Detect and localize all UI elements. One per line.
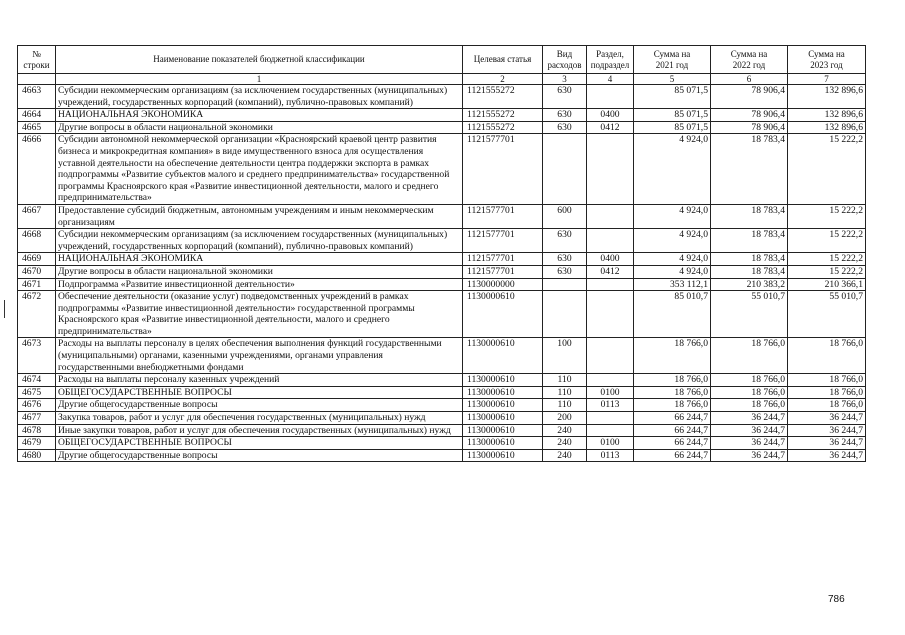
- table-row: [18, 399, 866, 412]
- row-number: 4673: [18, 338, 56, 374]
- row-sum-2022: 78 906,4: [711, 109, 788, 122]
- row-number: 4678: [18, 424, 56, 437]
- table-body: [18, 85, 866, 462]
- column-number: 4: [587, 74, 634, 85]
- row-razdel: [587, 424, 634, 437]
- row-razdel: 0113: [587, 399, 634, 412]
- row-target-code: 1121555272: [463, 109, 543, 122]
- row-sum-2021: 66 244,7: [634, 437, 711, 450]
- row-number: 4668: [18, 229, 56, 253]
- budget-table: [17, 45, 866, 462]
- row-sum-2021: 4 924,0: [634, 265, 711, 278]
- header-row-no: № строки: [18, 46, 56, 74]
- row-sum-2023: 15 222,2: [788, 204, 866, 228]
- row-vid: [543, 134, 587, 205]
- row-razdel: 0400: [587, 253, 634, 266]
- row-target-code: 1130000610: [463, 338, 543, 374]
- row-name: Другие вопросы в области национальной экономики: [56, 265, 463, 278]
- row-number: 4664: [18, 109, 56, 122]
- row-sum-2021: 85 071,5: [634, 85, 711, 109]
- row-sum-2023: 18 766,0: [788, 338, 866, 374]
- row-name: Обеспечение деятельности (оказание услуг) подведомственных учреждений в рамках подпрограммы «Развитие инвестиционной деятельности» государственной программы Красноярского края «Развитие инвестиционной деятельности, малого и среднего предпринимательства»: [56, 291, 463, 338]
- row-sum-2023: 36 244,7: [788, 449, 866, 462]
- row-target-code: 1130000610: [463, 437, 543, 450]
- row-razdel: [587, 229, 634, 253]
- column-number: 5: [634, 74, 711, 85]
- row-number: 4674: [18, 374, 56, 387]
- page-number: 786: [828, 594, 845, 605]
- row-name: ОБЩЕГОСУДАРСТВЕННЫЕ ВОПРОСЫ: [56, 437, 463, 450]
- row-razdel: 0412: [587, 121, 634, 134]
- row-vid: [543, 291, 587, 338]
- row-sum-2022: 18 783,4: [711, 265, 788, 278]
- row-sum-2021: 18 766,0: [634, 386, 711, 399]
- column-number-row: [18, 74, 866, 85]
- row-name: Предоставление субсидий бюджетным, автономным учреждениям и иным некоммерческим организациям: [56, 204, 463, 228]
- row-name: Расходы на выплаты персоналу казенных учреждений: [56, 374, 463, 387]
- row-sum-2021: 4 924,0: [634, 204, 711, 228]
- row-sum-2023: 132 896,6: [788, 121, 866, 134]
- row-sum-2023: 132 896,6: [788, 85, 866, 109]
- row-name: Подпрограмма «Развитие инвестиционной деятельности»: [56, 278, 463, 291]
- row-razdel: [587, 291, 634, 338]
- table-row: [18, 121, 866, 134]
- row-number: 4669: [18, 253, 56, 266]
- row-target-code: 1121577701: [463, 265, 543, 278]
- row-vid: 110: [543, 386, 587, 399]
- row-target-code: 1130000610: [463, 291, 543, 338]
- row-sum-2023: 36 244,7: [788, 424, 866, 437]
- row-razdel: [587, 278, 634, 291]
- row-sum-2023: 15 222,2: [788, 253, 866, 266]
- row-sum-2021: 66 244,7: [634, 424, 711, 437]
- header-sum-2021: Сумма на 2021 год: [634, 46, 711, 74]
- row-number: 4670: [18, 265, 56, 278]
- row-sum-2023: 36 244,7: [788, 437, 866, 450]
- row-vid: 630: [543, 253, 587, 266]
- row-sum-2022: 18 766,0: [711, 338, 788, 374]
- table-row: [18, 338, 866, 374]
- row-sum-2022: 78 906,4: [711, 121, 788, 134]
- row-target-code: 1130000610: [463, 449, 543, 462]
- row-vid: 110: [543, 399, 587, 412]
- row-vid: 630: [543, 229, 587, 253]
- row-name: Субсидии некоммерческим организациям (за исключением государственных (муниципальных) учреждений, государственных корпораций (компаний), публично-правовых компаний): [56, 85, 463, 109]
- row-sum-2023: 15 222,2: [788, 134, 866, 205]
- row-name: Другие общегосударственные вопросы: [56, 449, 463, 462]
- row-razdel: [587, 338, 634, 374]
- table-row: [18, 437, 866, 450]
- row-sum-2023: 210 366,1: [788, 278, 866, 291]
- column-number: 2: [463, 74, 543, 85]
- row-vid: 630: [543, 109, 587, 122]
- row-sum-2021: 353 112,1: [634, 278, 711, 291]
- row-number: 4671: [18, 278, 56, 291]
- column-number: 6: [711, 74, 788, 85]
- row-sum-2023: 36 244,7: [788, 412, 866, 425]
- row-number: 4672: [18, 291, 56, 338]
- row-number: 4675: [18, 386, 56, 399]
- row-razdel: 0100: [587, 386, 634, 399]
- table-row: [18, 134, 866, 205]
- row-number: 4665: [18, 121, 56, 134]
- row-name: Иные закупки товаров, работ и услуг для обеспечения государственных (муниципальных) нужд: [56, 424, 463, 437]
- row-sum-2022: 78 906,4: [711, 85, 788, 109]
- table-row: [18, 265, 866, 278]
- row-sum-2023: 15 222,2: [788, 265, 866, 278]
- row-target-code: 1130000610: [463, 399, 543, 412]
- header-row: [18, 46, 866, 74]
- row-name: НАЦИОНАЛЬНАЯ ЭКОНОМИКА: [56, 253, 463, 266]
- row-sum-2022: 18 783,4: [711, 204, 788, 228]
- row-sum-2022: 18 783,4: [711, 134, 788, 205]
- column-number: [18, 74, 56, 85]
- row-number: 4676: [18, 399, 56, 412]
- table-row: [18, 109, 866, 122]
- header-sum-2023: Сумма на 2023 год: [788, 46, 866, 74]
- row-name: Другие общегосударственные вопросы: [56, 399, 463, 412]
- page-edge-mark: [4, 300, 5, 318]
- row-sum-2021: 66 244,7: [634, 412, 711, 425]
- row-name: Субсидии некоммерческим организациям (за исключением государственных (муниципальных) учреждений, государственных корпораций (компаний), публично-правовых компаний): [56, 229, 463, 253]
- row-razdel: [587, 204, 634, 228]
- row-number: 4667: [18, 204, 56, 228]
- row-sum-2022: 36 244,7: [711, 437, 788, 450]
- row-vid: 110: [543, 374, 587, 387]
- row-vid: 630: [543, 121, 587, 134]
- header-sum-2022: Сумма на 2022 год: [711, 46, 788, 74]
- row-target-code: 1121577701: [463, 134, 543, 205]
- table-row: [18, 386, 866, 399]
- row-vid: 630: [543, 85, 587, 109]
- row-sum-2023: 18 766,0: [788, 374, 866, 387]
- row-sum-2023: 18 766,0: [788, 386, 866, 399]
- table-row: [18, 424, 866, 437]
- row-sum-2023: 18 766,0: [788, 399, 866, 412]
- row-razdel: [587, 412, 634, 425]
- row-target-code: 1121555272: [463, 85, 543, 109]
- row-sum-2022: 18 783,4: [711, 229, 788, 253]
- row-sum-2022: 55 010,7: [711, 291, 788, 338]
- row-razdel: 0400: [587, 109, 634, 122]
- budget-table-sheet: [17, 45, 866, 462]
- row-sum-2022: 36 244,7: [711, 449, 788, 462]
- row-target-code: 1130000610: [463, 386, 543, 399]
- row-sum-2022: 18 783,4: [711, 253, 788, 266]
- table-row: [18, 291, 866, 338]
- row-sum-2021: 18 766,0: [634, 338, 711, 374]
- row-razdel: [587, 374, 634, 387]
- row-razdel: 0100: [587, 437, 634, 450]
- row-sum-2023: 55 010,7: [788, 291, 866, 338]
- row-sum-2022: 210 383,2: [711, 278, 788, 291]
- column-number: 3: [543, 74, 587, 85]
- row-sum-2021: 85 010,7: [634, 291, 711, 338]
- row-sum-2022: 18 766,0: [711, 386, 788, 399]
- row-number: 4663: [18, 85, 56, 109]
- row-vid: [543, 278, 587, 291]
- row-target-code: 1130000610: [463, 374, 543, 387]
- table-row: [18, 229, 866, 253]
- row-name: Другие вопросы в области национальной экономики: [56, 121, 463, 134]
- row-name: Субсидии автономной некоммерческой организации «Красноярский краевой центр развития бизнеса и микрокредитная компания» в виде имущественного взноса для осуществления уставной деятельности на обеспечение деятельности центра поддержки экспорта в рамках подпрограммы «Развитие субъектов малого и среднего предпринимательства» государственной программы Красноярского края «Развитие инвестиционной деятельности, малого и среднего предпринимательства»: [56, 134, 463, 205]
- row-target-code: 1121577701: [463, 229, 543, 253]
- row-name: НАЦИОНАЛЬНАЯ ЭКОНОМИКА: [56, 109, 463, 122]
- row-sum-2022: 18 766,0: [711, 374, 788, 387]
- row-sum-2023: 132 896,6: [788, 109, 866, 122]
- row-sum-2021: 4 924,0: [634, 253, 711, 266]
- row-sum-2021: 85 071,5: [634, 121, 711, 134]
- row-vid: 600: [543, 204, 587, 228]
- table-row: [18, 85, 866, 109]
- table-row: [18, 278, 866, 291]
- header-vid: Вид расходов: [543, 46, 587, 74]
- row-sum-2022: 36 244,7: [711, 412, 788, 425]
- row-target-code: 1130000610: [463, 412, 543, 425]
- row-sum-2021: 66 244,7: [634, 449, 711, 462]
- row-sum-2021: 4 924,0: [634, 229, 711, 253]
- table-row: [18, 204, 866, 228]
- column-number: 1: [56, 74, 463, 85]
- row-sum-2022: 18 766,0: [711, 399, 788, 412]
- row-number: 4680: [18, 449, 56, 462]
- row-razdel: 0113: [587, 449, 634, 462]
- header-name: Наименование показателей бюджетной классификации: [56, 46, 463, 74]
- row-sum-2021: 85 071,5: [634, 109, 711, 122]
- row-vid: 100: [543, 338, 587, 374]
- row-target-code: 1121555272: [463, 121, 543, 134]
- column-number: 7: [788, 74, 866, 85]
- table-row: [18, 253, 866, 266]
- row-razdel: [587, 134, 634, 205]
- header-razdel: Раздел, подраздел: [587, 46, 634, 74]
- row-name: Закупка товаров, работ и услуг для обеспечения государственных (муниципальных) нужд: [56, 412, 463, 425]
- row-vid: 200: [543, 412, 587, 425]
- table-row: [18, 374, 866, 387]
- row-target-code: 1121577701: [463, 253, 543, 266]
- row-vid: 240: [543, 449, 587, 462]
- row-vid: 630: [543, 265, 587, 278]
- row-sum-2021: 18 766,0: [634, 399, 711, 412]
- row-target-code: 1121577701: [463, 204, 543, 228]
- row-sum-2022: 36 244,7: [711, 424, 788, 437]
- row-number: 4679: [18, 437, 56, 450]
- row-target-code: 1130000000: [463, 278, 543, 291]
- row-name: ОБЩЕГОСУДАРСТВЕННЫЕ ВОПРОСЫ: [56, 386, 463, 399]
- row-razdel: 0412: [587, 265, 634, 278]
- table-row: [18, 449, 866, 462]
- row-sum-2021: 4 924,0: [634, 134, 711, 205]
- header-target: Целевая статья: [463, 46, 543, 74]
- row-number: 4666: [18, 134, 56, 205]
- row-sum-2023: 15 222,2: [788, 229, 866, 253]
- row-sum-2021: 18 766,0: [634, 374, 711, 387]
- row-vid: 240: [543, 424, 587, 437]
- table-row: [18, 412, 866, 425]
- row-target-code: 1130000610: [463, 424, 543, 437]
- row-number: 4677: [18, 412, 56, 425]
- row-vid: 240: [543, 437, 587, 450]
- row-name: Расходы на выплаты персоналу в целях обеспечения выполнения функций государственными (муниципальными) органами, казенными учреждениями, органами управления государственными внебюджетными фондами: [56, 338, 463, 374]
- row-razdel: [587, 85, 634, 109]
